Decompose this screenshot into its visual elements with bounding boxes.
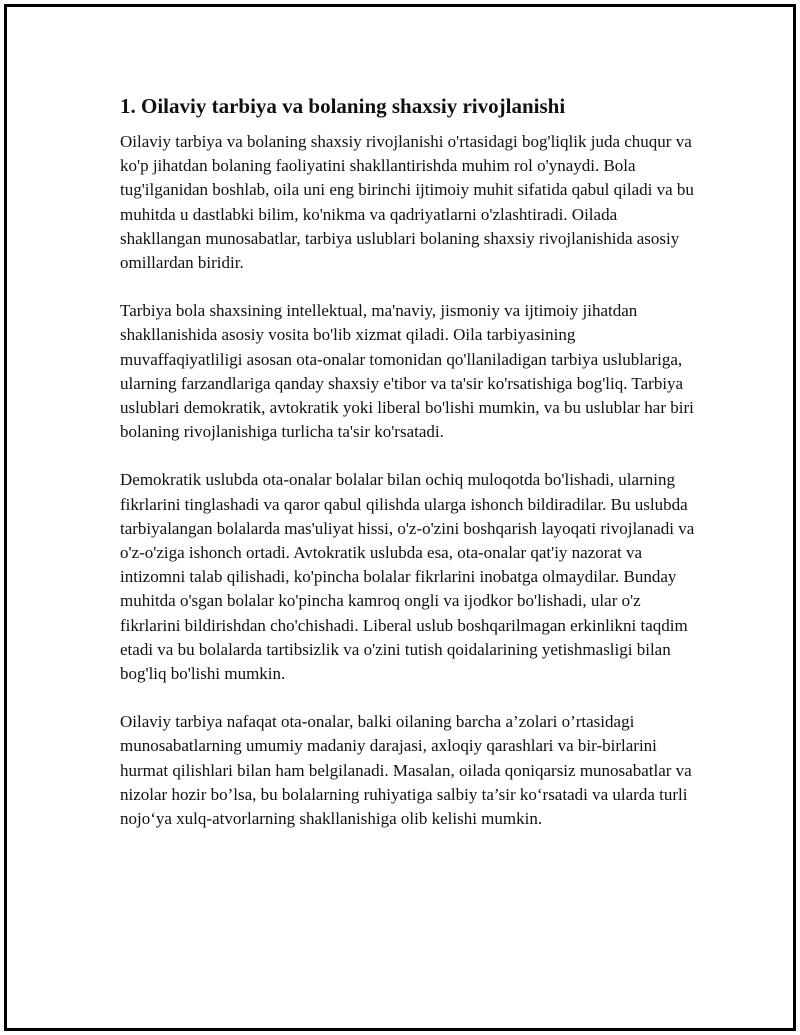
paragraph-2: Tarbiya bola shaxsining intellektual, ma'naviy, jismoniy va ijtimoiy jihatdan shakllanishida asosiy vosita bo'lib xizmat qiladi. Oila tarbiyasining muvaffaqiyatliligi asosan ota-onalar tomonidan qo'llaniladigan tarbiya uslublariga, ularning farzandlariga qanday shaxsiy e'tibor va ta'sir ko'rsatishiga bog'liq. Tarbiya uslublari demokratik, avtokratik yoki liberal bo'lishi mumkin, va bu uslublar har biri bolaning rivojlanishiga turlicha ta'sir ko'rsatadi. — [120, 301, 694, 442]
section-heading: 1. Oilaviy tarbiya va bolaning shaxsiy rivojlanishi — [120, 94, 566, 118]
paragraph-4: Oilaviy tarbiya nafaqat ota-onalar, balki oilaning barcha a’zolari o’rtasidagi munosabatlarning umumiy madaniy darajasi, axloqiy qarashlari va bir-birlarini hurmat qilishlari bilan ham belgilanadi. Masalan, oilada qoniqarsiz munosabatlar va nizolar hozir bo’lsa, bu bolalarning ruhiyatiga salbiy ta’sir ko‘rsatadi va ularda turli nojo‘ya xulq-atvorlarning shakllanishiga olib kelishi mumkin. — [120, 712, 692, 829]
paragraph-1: Oilaviy tarbiya va bolaning shaxsiy rivojlanishi o'rtasidagi bog'liqlik juda chuqur va ko'p jihatdan bolaning faoliyatini shakllantirishda muhim rol o'ynaydi. Bola tug'ilganidan boshlab, oila uni eng birinchi ijtimoiy muhit sifatida qabul qiladi va bu muhitda u dastlabki bilim, ko'nikma va qadriyatlarni o'zlashtiradi. Oilada shakllangan munosabatlar, tarbiya uslublari bolaning shaxsiy rivojlanishida asosiy omillardan biridir. — [120, 132, 694, 273]
paragraph-3: Demokratik uslubda ota-onalar bolalar bilan ochiq muloqotda bo'lishadi, ularning fikrlarini tinglashadi va qaror qabul qilishda ularga ishonch bildiradilar. Bu uslubda tarbiyalangan bolalarda mas'uliyat hissi, o'z-o'zini boshqarish layoqati rivojlanadi va o'z-o'ziga ishonch ortadi. Avtokratik uslubda esa, ota-onalar qat'iy nazorat va intizomni talab qilishadi, ko'pincha bolalar fikrlarini inobatga olmaydilar. Bunday muhitda o'sgan bolalar ko'pincha kamroq ongli va ijodkor bo'lishadi, ular o'z fikrlarini bildirishdan cho'chishadi. Liberal uslub boshqarilmagan erkinlikni taqdim etadi va bu bolalarda tartibsizlik va o'zini tutish qoidalarining yetishmasligi bilan bog'liq bo'lishi mumkin. — [120, 470, 695, 684]
page-frame — [4, 4, 796, 1031]
document-body — [120, 93, 695, 855]
